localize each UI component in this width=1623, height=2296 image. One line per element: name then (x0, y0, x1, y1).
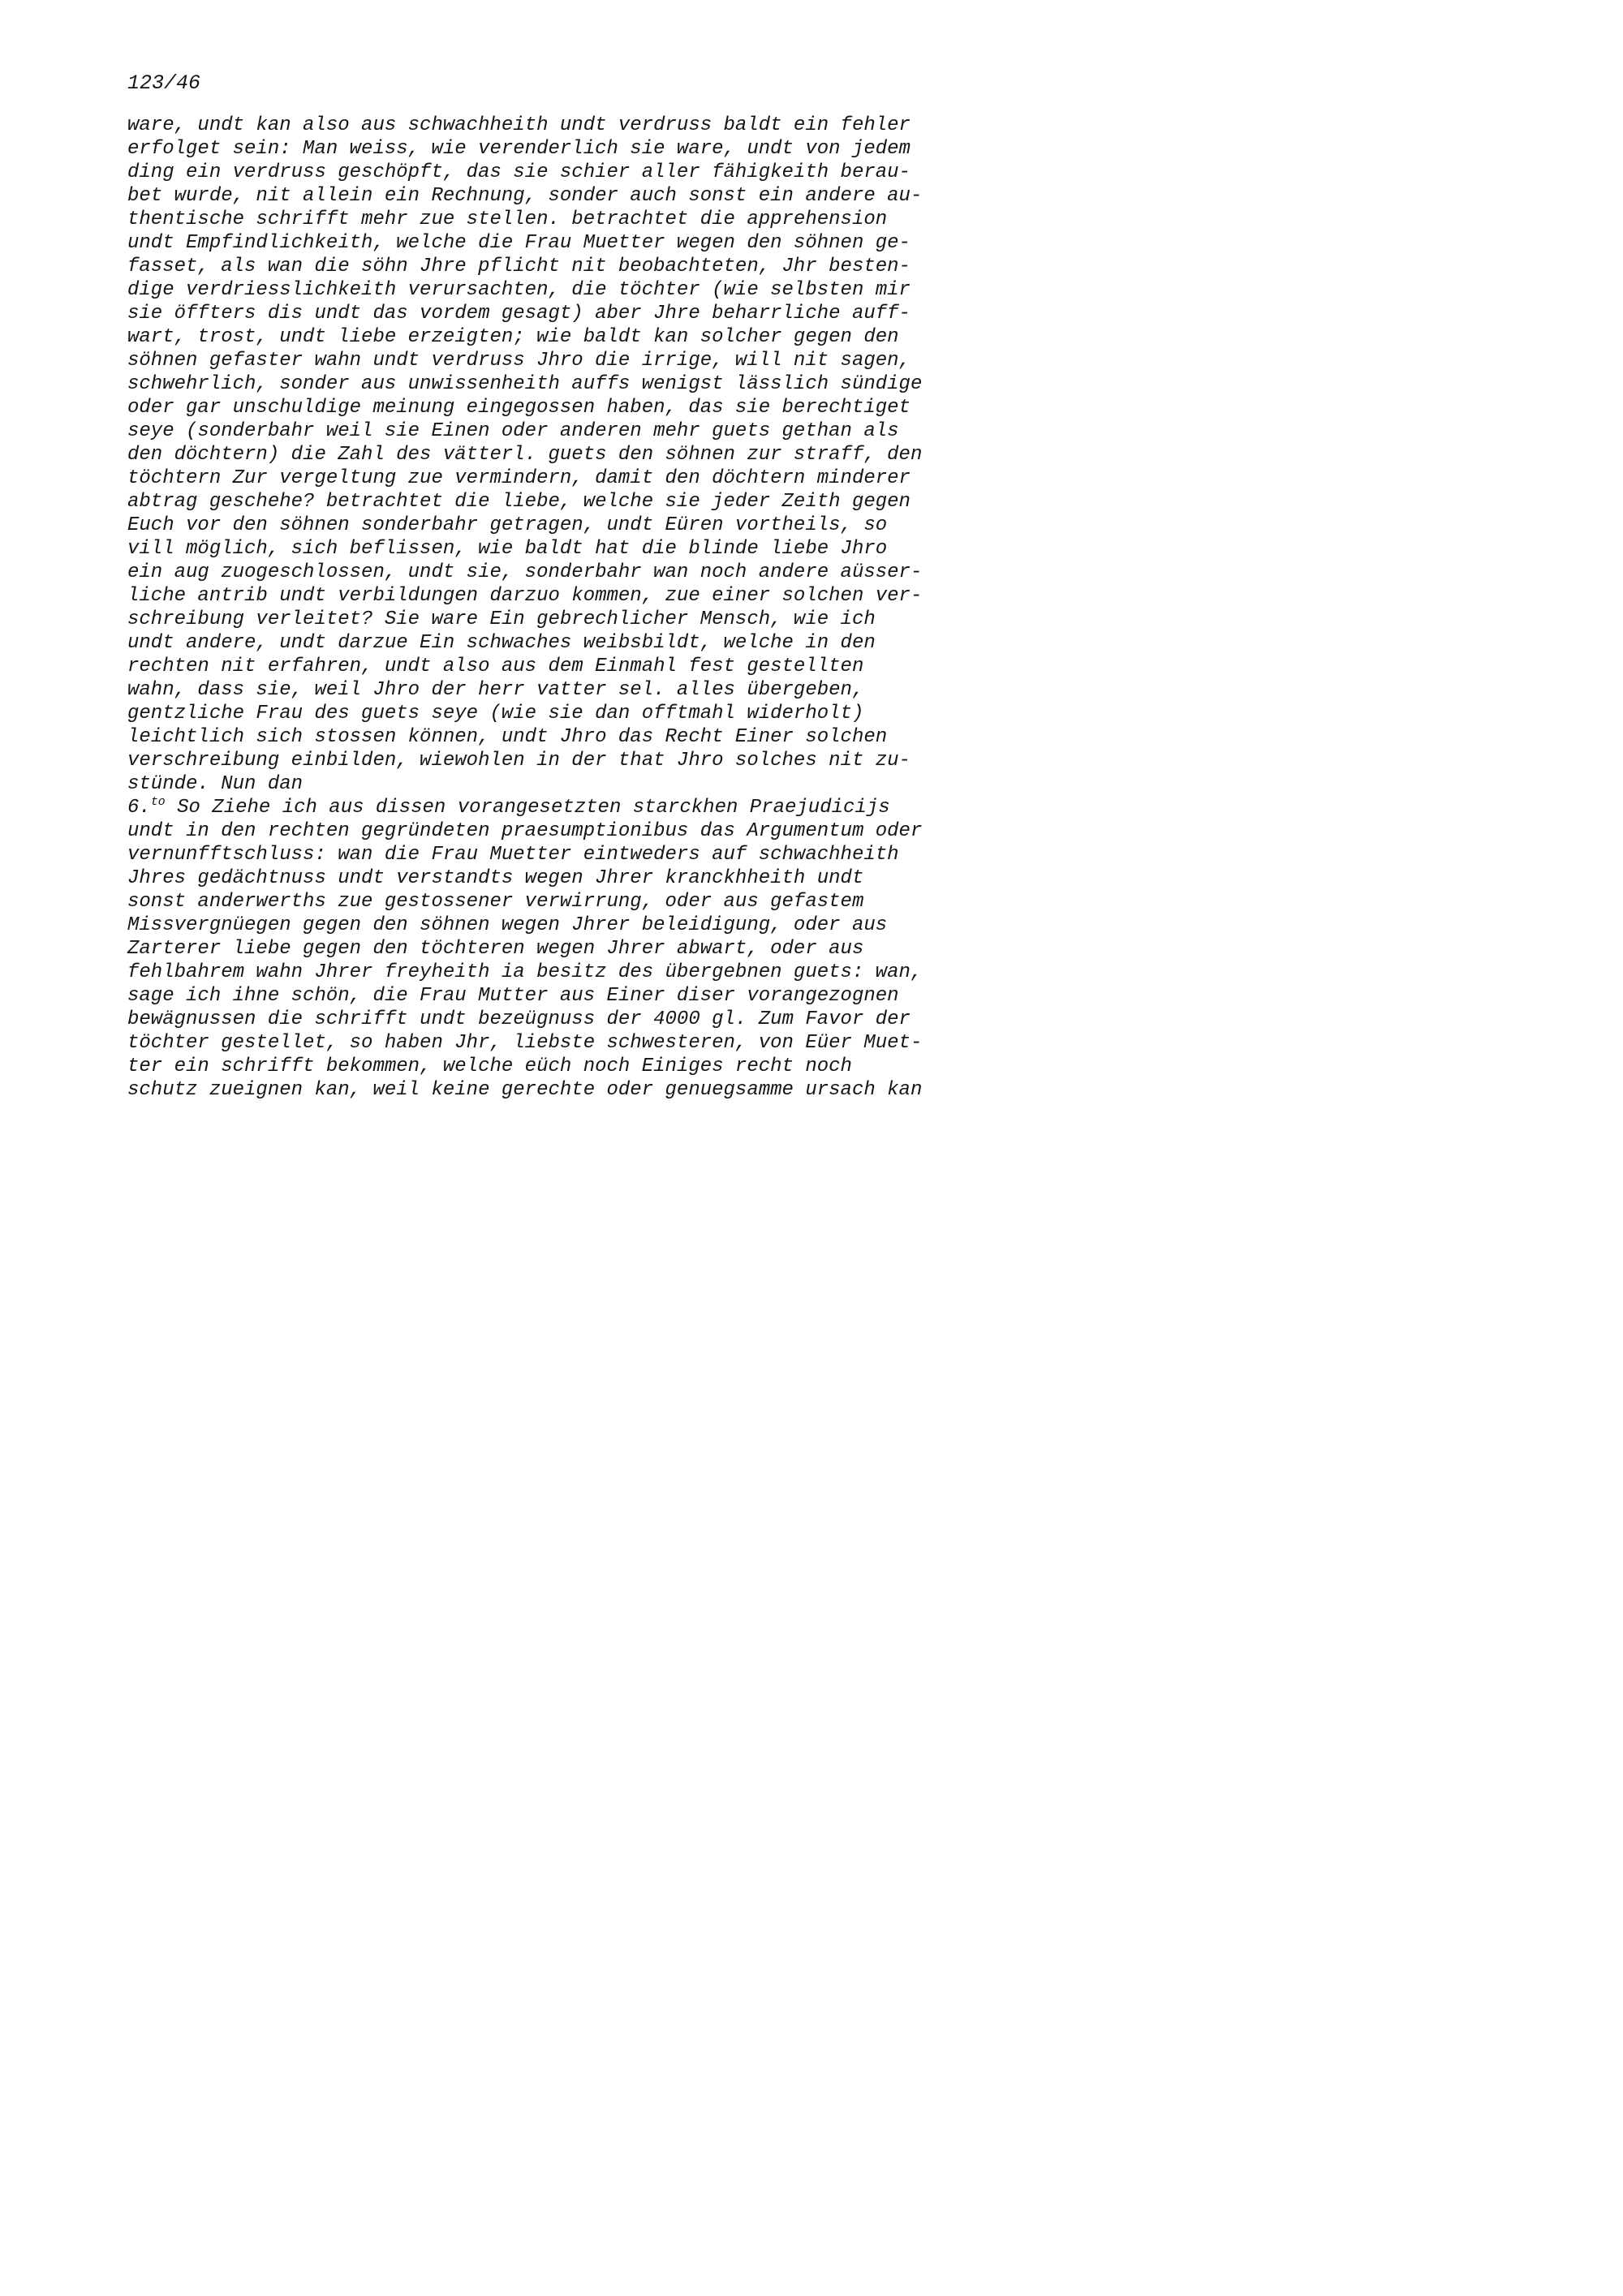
text-line: sonst anderwerths zue gestossener verwirrung, oder aus gefastem (127, 891, 864, 913)
text-line: söhnen gefaster wahn undt verdruss Jhro die irrige, will nit sagen, (127, 350, 911, 372)
text-line: dige verdriesslichkeith verursachten, die töchter (wie selbsten mir (127, 279, 911, 301)
text-line: leichtlich sich stossen können, undt Jhro das Recht Einer solchen (127, 726, 888, 748)
text-line: wahn, dass sie, weil Jhro der herr vatter sel. alles übergeben, (127, 679, 864, 701)
text-line: seye (sonderbahr weil sie Einen oder anderen mehr guets gethan als (127, 420, 899, 442)
text-line: stünde. Nun dan (127, 773, 304, 795)
text-line: thentische schrifft mehr zue stellen. betrachtet die apprehension (127, 209, 888, 230)
text-line: vill möglich, sich beflissen, wie baldt hat die blinde liebe Jhro (127, 538, 888, 560)
text-line: vernunfftschluss: wan die Frau Muetter eintweders auf schwachheith (127, 844, 899, 866)
text-line: den döchtern) die Zahl des vätterl. guets den söhnen zur straff, den (127, 444, 923, 466)
text-line: gentzliche Frau des guets seye (wie sie dan offtmahl widerholt) (127, 703, 864, 724)
text-line: schutz zueignen kan, weil keine gerechte oder genuegsamme ursach kan (127, 1079, 923, 1101)
text-line: bewägnussen die schrifft undt bezeügnuss der 4000 gl. Zum Favor der (127, 1008, 911, 1030)
text-line: abtrag geschehe? betrachtet die liebe, welche sie jeder Zeith gegen (127, 491, 911, 513)
text-line: fasset, als wan die söhn Jhre pflicht nit beobachteten, Jhr besten- (127, 256, 911, 277)
text-line: sage ich ihne schön, die Frau Mutter aus Einer diser vorangezognen (127, 985, 899, 1007)
text-line: undt Empfindlichkeith, welche die Frau Muetter wegen den söhnen ge- (127, 232, 911, 254)
text-line: ding ein verdruss geschöpft, das sie schier aller fähigkeith berau- (127, 161, 911, 183)
text-line: töchter gestellet, so haben Jhr, liebste schwesteren, von Eüer Muet- (127, 1032, 923, 1054)
text-line: Missvergnüegen gegen den söhnen wegen Jhrer beleidigung, oder aus (127, 914, 888, 936)
text-line: Jhres gedächtnuss undt verstandts wegen Jhrer kranckhheith undt (127, 867, 864, 889)
text-line: Zarterer liebe gegen den töchteren wegen Jhrer abwart, oder aus (127, 938, 864, 960)
text-line: erfolget sein: Man weiss, wie verenderlich sie ware, undt von jedem (127, 138, 911, 160)
text-line: sie öffters dis undt das vordem gesagt) aber Jhre beharrliche auff- (127, 303, 911, 325)
text-line: bet wurde, nit allein ein Rechnung, sonder auch sonst ein andere au- (127, 185, 923, 207)
text-line: ter ein schrifft bekommen, welche eüch noch Einiges recht noch (127, 1056, 852, 1077)
text-line: undt andere, undt darzue Ein schwaches weibsbildt, welche in den (127, 632, 876, 654)
text-line: rechten nit erfahren, undt also aus dem Einmahl fest gestellten (127, 656, 864, 677)
text-line: schwehrlich, sonder aus unwissenheith auffs wenigst lässlich sündige (127, 373, 923, 395)
text-line: schreibung verleitet? Sie ware Ein gebrechlicher Mensch, wie ich (127, 608, 876, 630)
superscript-ordinal: to (150, 796, 166, 809)
text-line: verschreibung einbilden, wiewohlen in der that Jhro solches nit zu- (127, 750, 911, 772)
text-line: oder gar unschuldige meinung eingegossen haben, das sie berechtiget (127, 397, 911, 419)
text-line: wart, trost, undt liebe erzeigten; wie baldt kan solcher gegen den (127, 326, 899, 348)
text-line: ein aug zuogeschlossen, undt sie, sonderbahr wan noch andere aüsser- (127, 561, 923, 583)
text-line: 6.$^{to}$ So Ziehe ich aus dissen vorangesetzten starckhen Praejudicijs (127, 796, 890, 819)
text-line: undt in den rechten gegründeten praesumptionibus das Argumentum oder (127, 820, 923, 842)
text-line: fehlbahrem wahn Jhrer freyheith ia besitz des übergebnen guets: wan, (127, 961, 923, 983)
body-text (127, 114, 1477, 1102)
text-line: liche antrib undt verbildungen darzuo kommen, zue einer solchen ver- (127, 585, 923, 607)
text-line: töchtern Zur vergeltung zue vermindern, damit den döchtern minderer (127, 467, 911, 489)
text-line: ware, undt kan also aus schwachheith undt verdruss baldt ein fehler (127, 114, 911, 136)
page-number: 123/46 (127, 71, 201, 95)
text-line: Euch vor den söhnen sonderbahr getragen, undt Eüren vortheils, so (127, 514, 888, 536)
